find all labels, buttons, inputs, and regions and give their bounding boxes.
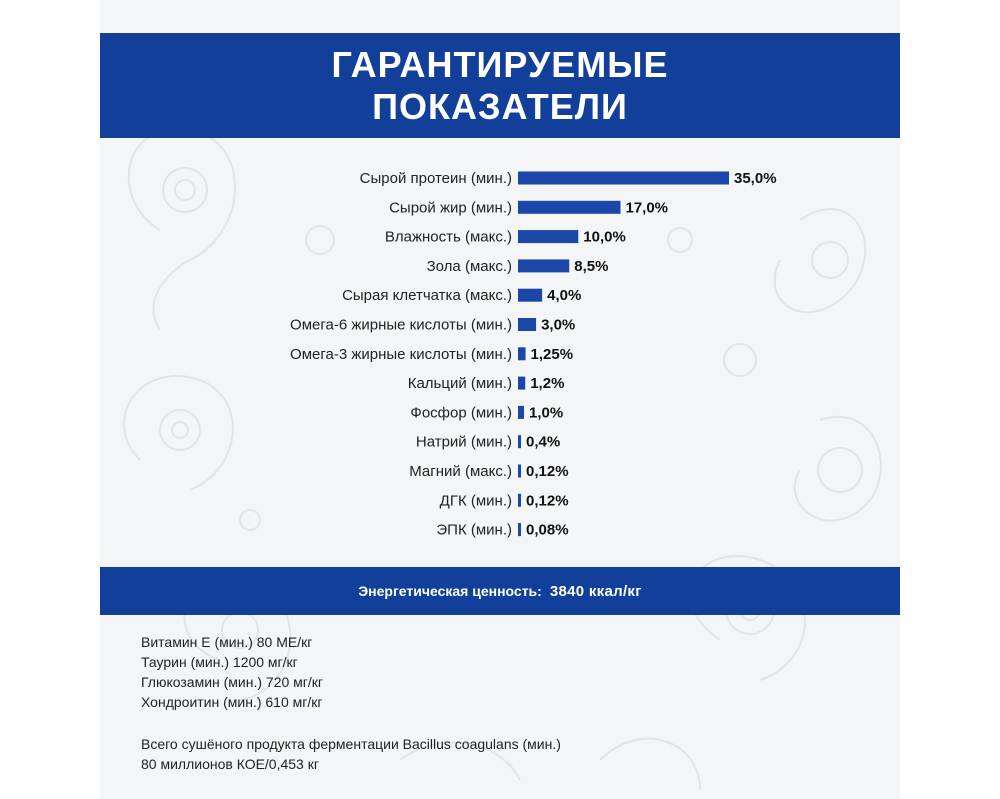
value-label: 3,0%: [541, 316, 576, 334]
category-label: Сырой жир (мин.): [389, 199, 512, 217]
additive-line: Витамин Е (мин.) 80 МЕ/кг: [141, 634, 313, 650]
category-label: Сырой протеин (мин.): [359, 170, 512, 187]
value-label: 17,0%: [625, 199, 669, 217]
bar: [518, 465, 521, 478]
additive-line: Глюкозамин (мин.) 720 мг/кг: [141, 674, 324, 690]
value-label: 10,0%: [583, 228, 626, 246]
bar: [518, 377, 525, 390]
value-label: 0,08%: [526, 521, 569, 539]
value-label: 8,5%: [574, 257, 609, 275]
bar: [518, 494, 521, 507]
energy-label: Энергетическая ценность:: [358, 583, 542, 599]
category-label: Магний (макс.): [409, 463, 512, 480]
category-label: ДГК (мин.): [439, 492, 512, 510]
bar: [518, 201, 620, 214]
category-label: Натрий (мин.): [415, 433, 512, 451]
value-label: 1,25%: [530, 345, 574, 363]
bar: [518, 523, 521, 536]
additives-block: [141, 632, 841, 774]
category-label: Омега-3 жирные кислоты (мин.): [290, 345, 512, 363]
value-label: 0,12%: [526, 492, 569, 510]
category-label: Фосфор (мин.): [410, 404, 512, 422]
energy-banner: [100, 567, 900, 615]
category-label: Кальций (мин.): [407, 375, 512, 393]
value-label: 1,2%: [530, 375, 565, 393]
probiotic-line: 80 миллионов КОЕ/0,453 кг: [141, 756, 319, 772]
bar: [518, 435, 521, 448]
bar: [518, 289, 542, 302]
additive-line: Таурин (мин.) 1200 мг/кг: [141, 654, 298, 670]
probiotic-line: Всего сушёного продукта ферментации Bacillus coagulans (мин.): [141, 736, 561, 752]
value-label: 4,0%: [547, 287, 582, 305]
category-label: Сырая клетчатка (макс.): [342, 287, 512, 305]
value-label: 0,4%: [526, 433, 561, 451]
bar: [518, 347, 526, 360]
bar: [518, 318, 536, 331]
value-label: 35,0%: [734, 170, 777, 187]
category-label: Зола (макс.): [426, 257, 512, 275]
title-line-2: ПОКАЗАТЕЛИ: [372, 85, 628, 127]
bar: [518, 172, 729, 185]
value-label: 1,0%: [529, 404, 564, 422]
title-line-1: ГАРАНТИРУЕМЫЕ: [331, 43, 669, 85]
energy-value: 3840 ккал/кг: [549, 582, 642, 600]
bar: [518, 406, 524, 419]
additive-line: Хондроитин (мин.) 610 мг/кг: [141, 694, 323, 710]
bar: [518, 230, 578, 243]
value-label: 0,12%: [526, 463, 569, 480]
bar: [518, 259, 569, 272]
category-label: Влажность (макс.): [384, 228, 512, 246]
category-label: Омега-6 жирные кислоты (мин.): [290, 316, 512, 334]
category-label: ЭПК (мин.): [436, 521, 512, 539]
